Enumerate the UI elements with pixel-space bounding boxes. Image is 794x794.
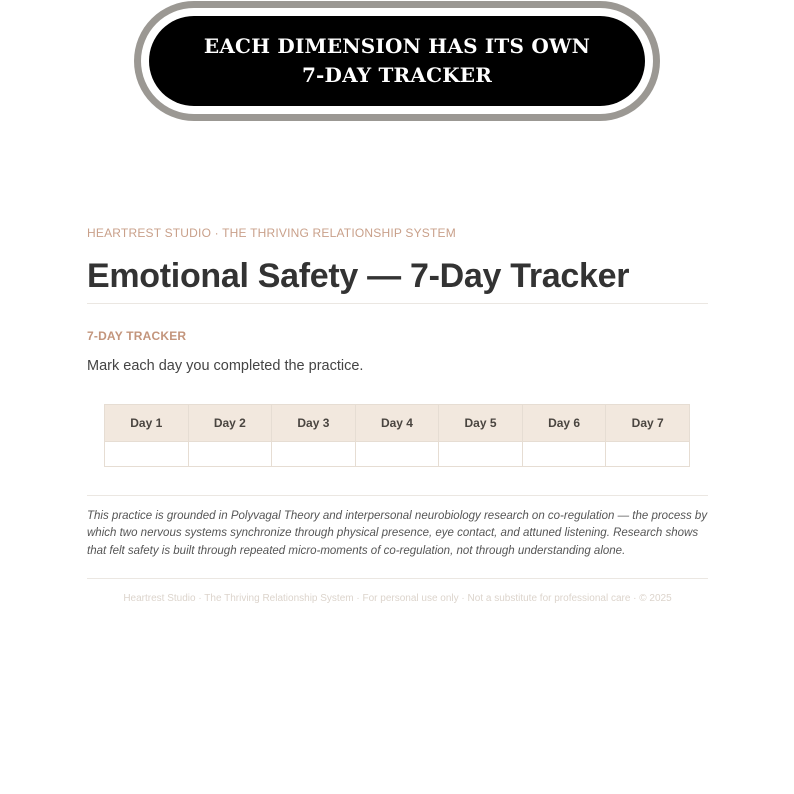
title-divider [87, 303, 708, 304]
day-3-checkbox-cell[interactable] [272, 442, 356, 467]
note-divider [87, 495, 708, 496]
day-7-header: Day 7 [606, 405, 690, 442]
day-6-checkbox-cell[interactable] [522, 442, 606, 467]
day-4-header: Day 4 [355, 405, 439, 442]
day-5-header: Day 5 [439, 405, 523, 442]
day-6-header: Day 6 [522, 405, 606, 442]
banner-line-1: EACH DIMENSION HAS ITS OWN [203, 34, 591, 58]
page-footer: Heartrest Studio · The Thriving Relationship System · For personal use only · Not a substitute for professional care · © 2025 [123, 592, 672, 604]
tracker-header-row [105, 405, 690, 442]
research-note: This practice is grounded in Polyvagal Theory and interpersonal neurobiology research on co-regulation — the process by which two nervous systems synchronize through physical presence, eye contact, and attuned listening. Research shows that felt safety is built through repeated micro-moments of co-regulation, not through understanding alone. [87, 510, 708, 557]
banner-line-2: 7-DAY TRACKER [301, 63, 493, 87]
section-label: 7-DAY TRACKER [87, 329, 187, 343]
banner-ring [141, 8, 653, 114]
page-title: Emotional Safety — 7-Day Tracker [87, 257, 630, 295]
day-3-header: Day 3 [272, 405, 356, 442]
tracker-table [104, 404, 690, 467]
instruction-text: Mark each day you completed the practice. [87, 358, 364, 374]
day-1-header: Day 1 [105, 405, 189, 442]
day-5-checkbox-cell[interactable] [439, 442, 523, 467]
header-banner [134, 1, 660, 121]
day-4-checkbox-cell[interactable] [355, 442, 439, 467]
banner-pill [149, 16, 645, 106]
document-page [87, 224, 708, 606]
day-2-header: Day 2 [188, 405, 272, 442]
day-7-checkbox-cell[interactable] [606, 442, 690, 467]
day-2-checkbox-cell[interactable] [188, 442, 272, 467]
brand-eyebrow: HEARTREST STUDIO · THE THRIVING RELATIONSHIP SYSTEM [87, 226, 456, 240]
tracker-check-row [105, 442, 690, 467]
day-1-checkbox-cell[interactable] [105, 442, 189, 467]
footer-divider [87, 578, 708, 579]
